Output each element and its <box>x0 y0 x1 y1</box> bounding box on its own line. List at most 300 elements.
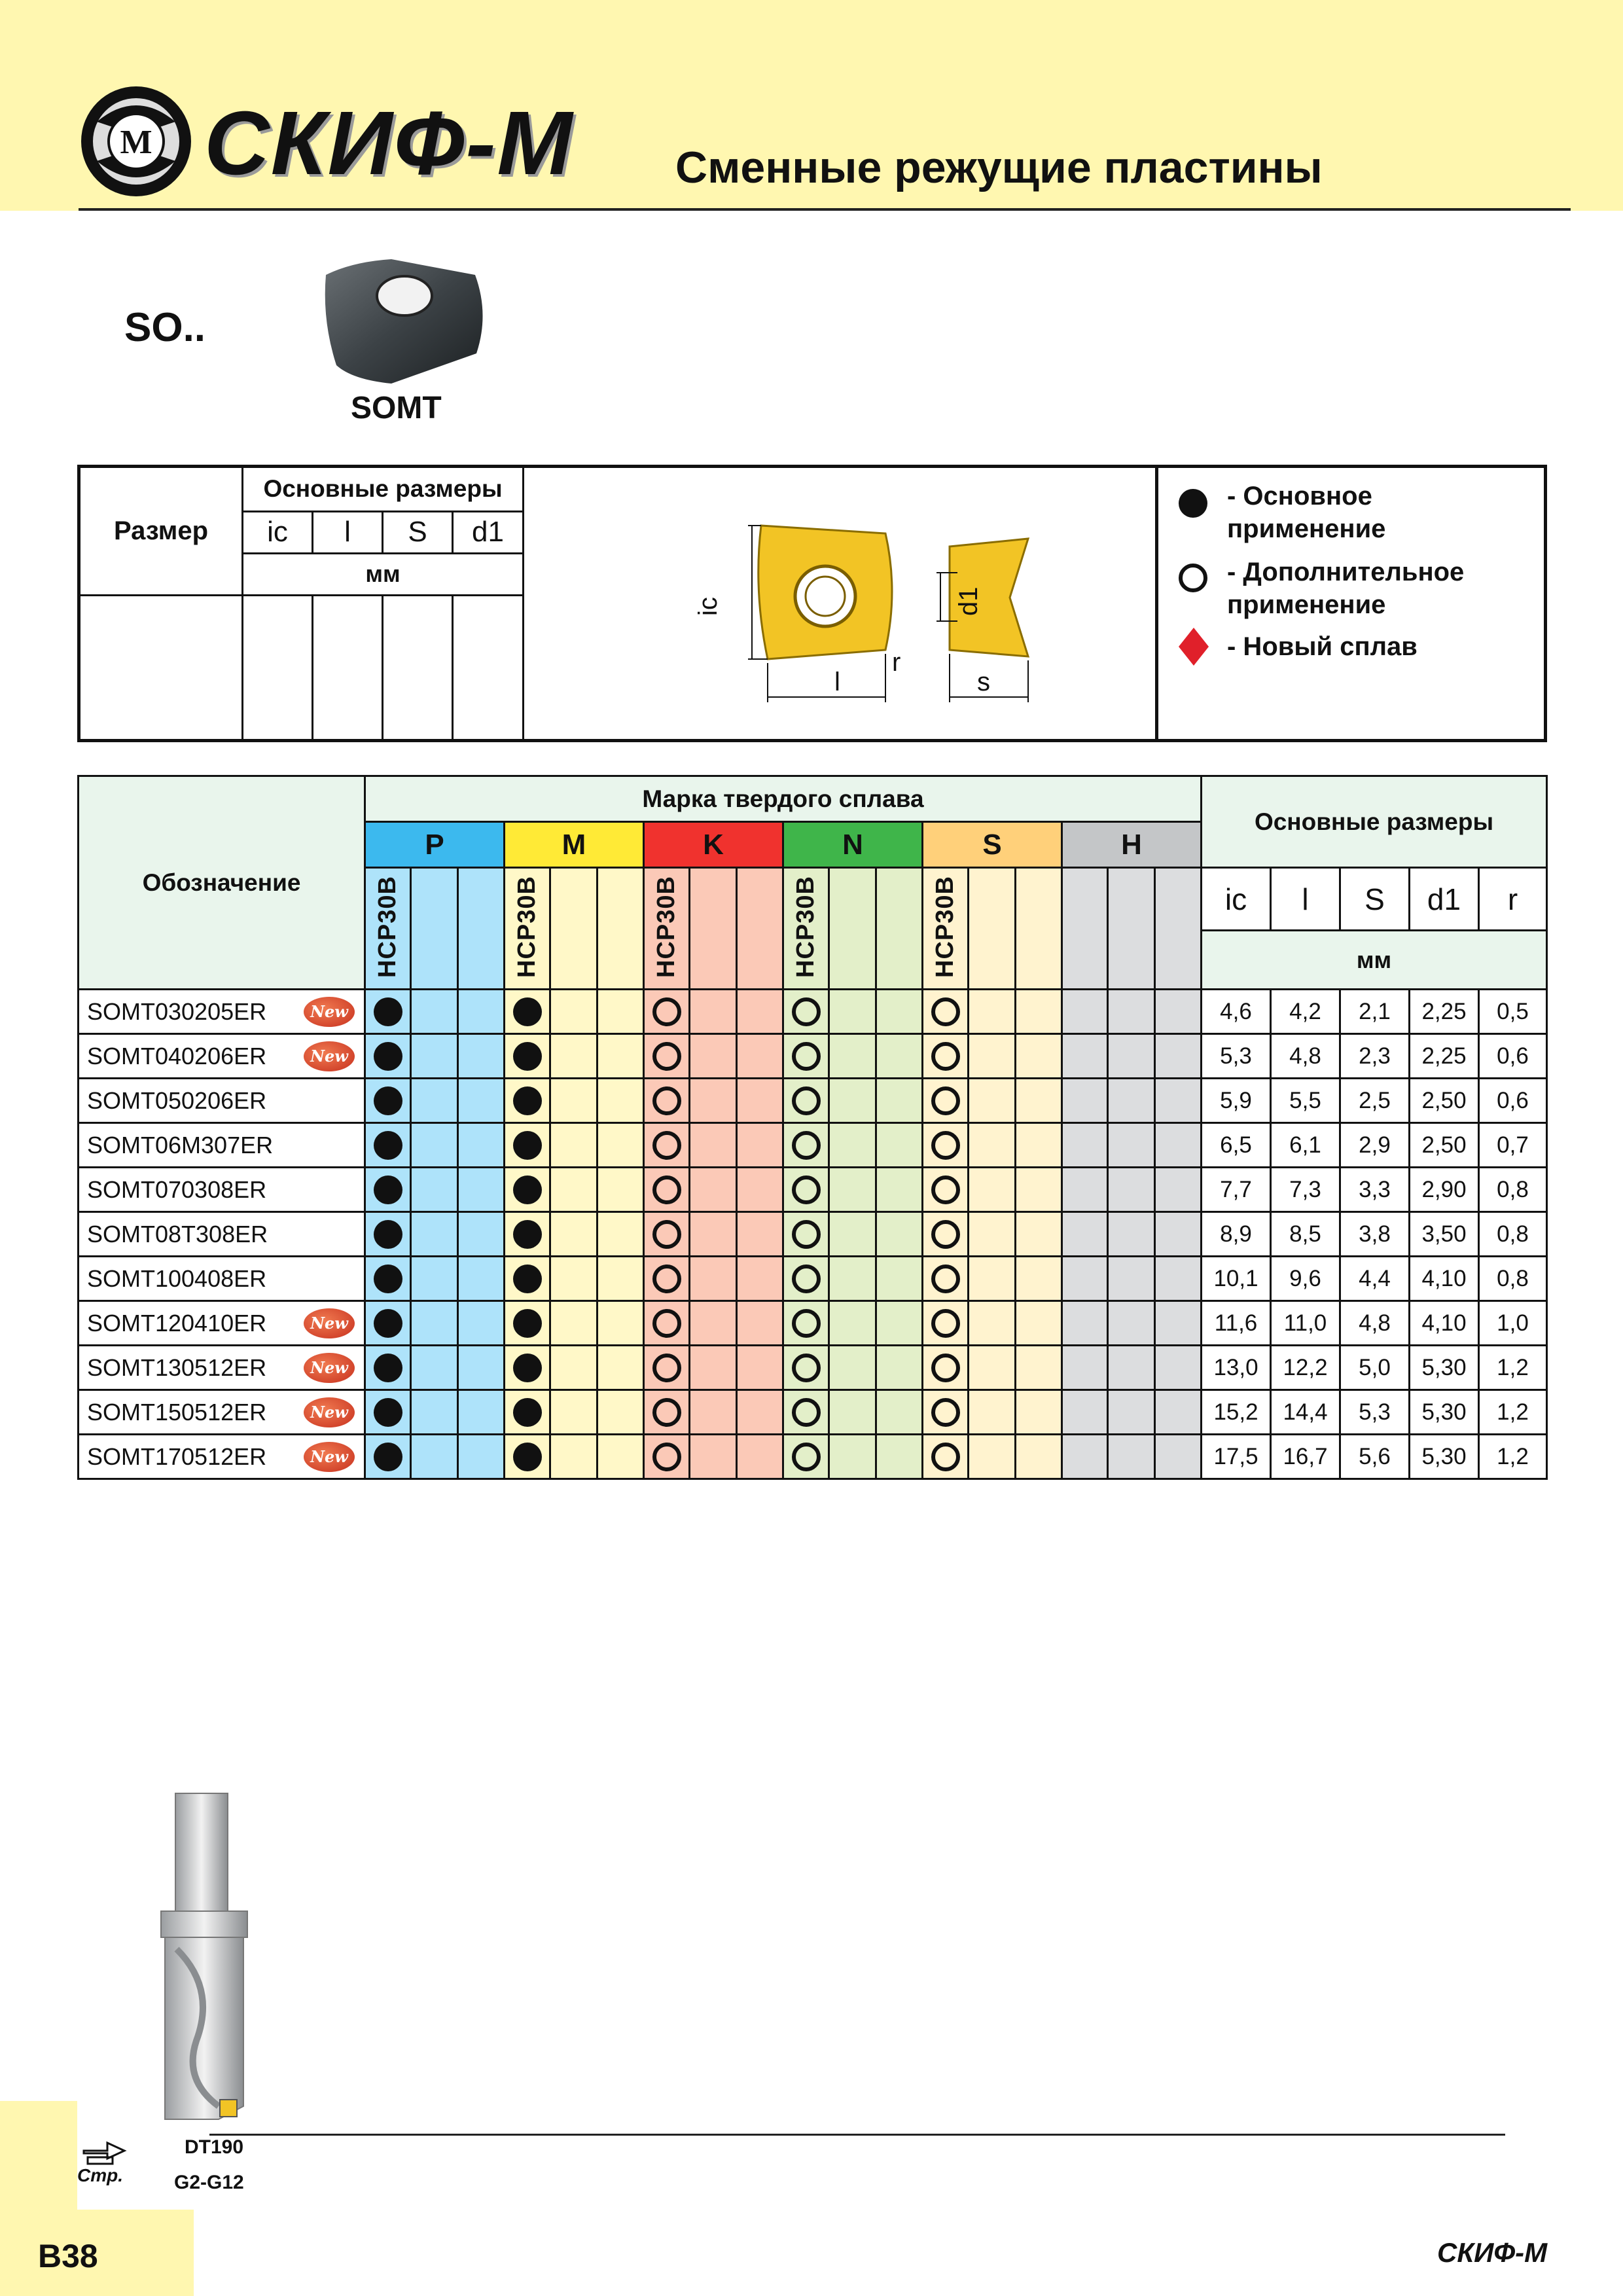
mark-cell <box>923 1390 969 1435</box>
dim-value-r: 0,8 <box>1479 1168 1547 1212</box>
mark-cell <box>690 1257 737 1301</box>
mark-cell <box>829 1435 876 1479</box>
grade-label: HCP30B <box>931 876 959 978</box>
additional-use-icon <box>792 1309 821 1338</box>
dim-col-r: r <box>1479 868 1547 931</box>
main-use-icon <box>374 1042 402 1071</box>
mark-cell <box>876 1168 923 1212</box>
mark-cell <box>505 1257 550 1301</box>
dim-value-d1: 5,30 <box>1410 1346 1479 1390</box>
mark-cell <box>969 1346 1016 1390</box>
dim-value-s: 2,3 <box>1340 1034 1410 1079</box>
main-use-icon <box>513 997 542 1026</box>
col-s: S <box>383 511 453 553</box>
mark-cell <box>458 1123 505 1168</box>
group-n: N <box>783 822 923 868</box>
grade-col-p-1 <box>365 868 411 990</box>
mark-cell <box>829 1212 876 1257</box>
mark-cell <box>783 990 829 1034</box>
main-use-icon <box>513 1131 542 1160</box>
main-use-icon <box>374 1131 402 1160</box>
mark-cell <box>923 1034 969 1079</box>
insert-photo <box>313 255 497 386</box>
mark-cell <box>783 1257 829 1301</box>
mark-cell <box>550 1212 597 1257</box>
mark-cell <box>597 1034 644 1079</box>
additional-use-icon <box>931 1354 960 1382</box>
main-use-icon <box>513 1354 542 1382</box>
mark-cell <box>1155 1079 1202 1123</box>
dim-col-l: l <box>1271 868 1340 931</box>
mark-cell <box>597 990 644 1034</box>
mark-cell <box>597 1079 644 1123</box>
mark-cell <box>690 1123 737 1168</box>
mark-cell <box>365 1346 411 1390</box>
mark-cell <box>969 1123 1016 1168</box>
drawing-label-s: s <box>977 668 990 696</box>
main-use-icon <box>513 1175 542 1204</box>
mark-cell <box>876 1301 923 1346</box>
designation-text: SOMT120410ER <box>87 1309 267 1336</box>
mark-cell <box>1155 1168 1202 1212</box>
mark-cell <box>597 1123 644 1168</box>
grade-col-s-2 <box>969 868 1016 990</box>
mark-cell <box>876 1079 923 1123</box>
mark-cell <box>458 1079 505 1123</box>
main-use-icon <box>374 1398 402 1427</box>
mark-cell <box>1016 1034 1062 1079</box>
mark-cell <box>783 1079 829 1123</box>
additional-use-icon <box>652 997 681 1026</box>
table-body <box>79 990 1547 1479</box>
dim-value-l: 5,5 <box>1271 1079 1340 1123</box>
mark-cell <box>1062 1123 1108 1168</box>
additional-use-icon <box>931 1443 960 1471</box>
table-row <box>79 1435 1547 1479</box>
mark-cell <box>969 1168 1016 1212</box>
mark-cell <box>1108 1168 1155 1212</box>
designation-text: SOMT08T308ER <box>87 1220 268 1247</box>
additional-use-icon <box>792 1042 821 1071</box>
additional-use-icon <box>792 1265 821 1293</box>
grade-label: HCP30B <box>652 876 680 978</box>
mark-cell <box>969 1212 1016 1257</box>
table-row <box>79 1079 1547 1123</box>
mark-cell <box>737 1301 783 1346</box>
main-use-icon <box>374 1175 402 1204</box>
mark-cell <box>365 1123 411 1168</box>
mark-cell <box>1016 1168 1062 1212</box>
mark-cell <box>783 1346 829 1390</box>
additional-use-icon <box>931 997 960 1026</box>
brand-name: СКИФ-М <box>204 93 574 194</box>
main-use-icon <box>513 1309 542 1338</box>
empty-cell <box>243 595 313 739</box>
additional-use-icon <box>652 1220 681 1249</box>
table-row <box>79 1301 1547 1346</box>
dim-value-l: 16,7 <box>1271 1435 1340 1479</box>
grade-col-h-1 <box>1062 868 1108 990</box>
new-alloy-symbol <box>1177 626 1210 667</box>
mark-cell <box>1062 1390 1108 1435</box>
dim-value-ic: 17,5 <box>1202 1435 1271 1479</box>
mark-cell <box>923 1435 969 1479</box>
mark-cell <box>644 1168 690 1212</box>
grade-col-m-2 <box>550 868 597 990</box>
dim-value-d1: 2,50 <box>1410 1079 1479 1123</box>
grade-col-n-2 <box>829 868 876 990</box>
mark-cell <box>1062 1346 1108 1390</box>
grade-col-m-3 <box>597 868 644 990</box>
mark-cell <box>737 1435 783 1479</box>
table-row <box>79 1346 1547 1390</box>
mark-cell <box>550 1034 597 1079</box>
mark-cell <box>458 990 505 1034</box>
main-use-icon <box>513 1086 542 1115</box>
legend-new-alloy: - Новый сплав <box>1227 632 1418 661</box>
page-ref-label: Стр. <box>77 2165 123 2185</box>
designation-text: SOMT150512ER <box>87 1398 267 1426</box>
dim-value-d1: 2,50 <box>1410 1123 1479 1168</box>
main-use-icon <box>374 1220 402 1249</box>
mark-cell <box>365 1390 411 1435</box>
mark-cell <box>783 1123 829 1168</box>
mark-cell <box>923 1257 969 1301</box>
mark-cell <box>550 1390 597 1435</box>
mark-cell <box>644 1079 690 1123</box>
mark-cell <box>411 1034 458 1079</box>
designation-cell <box>79 990 365 1034</box>
table-row <box>79 1034 1547 1079</box>
dim-value-s: 2,5 <box>1340 1079 1410 1123</box>
mark-cell <box>1108 990 1155 1034</box>
mark-cell <box>876 1257 923 1301</box>
mark-cell <box>737 1390 783 1435</box>
mark-cell <box>644 1301 690 1346</box>
main-use-symbol <box>1179 489 1207 518</box>
empty-cell <box>383 595 453 739</box>
dim-value-r: 1,2 <box>1479 1346 1547 1390</box>
dim-value-r: 0,6 <box>1479 1034 1547 1079</box>
mark-cell <box>1062 1257 1108 1301</box>
dim-value-l: 14,4 <box>1271 1390 1340 1435</box>
page-number: B38 <box>38 2238 98 2274</box>
mark-cell <box>1108 1079 1155 1123</box>
page-ref-drill: DT190 <box>185 2136 244 2158</box>
dim-value-d1: 2,90 <box>1410 1168 1479 1212</box>
mark-cell <box>458 1435 505 1479</box>
mark-cell <box>365 990 411 1034</box>
footer-brand: СКИФ-М <box>1437 2237 1548 2268</box>
grade-col-p-2 <box>411 868 458 990</box>
mark-cell <box>1062 1079 1108 1123</box>
dim-value-ic: 5,9 <box>1202 1079 1271 1123</box>
mark-cell <box>923 1079 969 1123</box>
insert-photo-label: SOMT <box>351 391 442 425</box>
additional-use-icon <box>652 1131 681 1160</box>
additional-use-icon <box>652 1175 681 1204</box>
dim-value-l: 7,3 <box>1271 1168 1340 1212</box>
mark-cell <box>505 1212 550 1257</box>
grade-col-n-1 <box>783 868 829 990</box>
mark-cell <box>597 1346 644 1390</box>
additional-use-icon <box>792 1220 821 1249</box>
main-use-icon <box>374 1354 402 1382</box>
dim-value-ic: 8,9 <box>1202 1212 1271 1257</box>
designation-cell <box>79 1034 365 1079</box>
mark-cell <box>597 1257 644 1301</box>
mark-cell <box>411 1435 458 1479</box>
grade-col-k-3 <box>737 868 783 990</box>
mark-cell <box>1155 1435 1202 1479</box>
mark-cell <box>690 990 737 1034</box>
mark-cell <box>550 1079 597 1123</box>
mark-cell <box>876 990 923 1034</box>
mark-cell <box>644 1346 690 1390</box>
footer-rule <box>209 2134 1505 2136</box>
mark-cell <box>1016 1212 1062 1257</box>
mark-cell <box>1016 990 1062 1034</box>
mark-cell <box>550 1301 597 1346</box>
mark-cell <box>737 1346 783 1390</box>
mark-cell <box>644 1435 690 1479</box>
mark-cell <box>505 1435 550 1479</box>
header-rule <box>79 208 1571 211</box>
insert-drawing <box>669 499 1101 722</box>
mark-cell <box>969 1034 1016 1079</box>
mark-cell <box>969 1257 1016 1301</box>
mark-cell <box>458 1390 505 1435</box>
dim-value-ic: 4,6 <box>1202 990 1271 1034</box>
dim-value-s: 2,9 <box>1340 1123 1410 1168</box>
table-row <box>79 1257 1547 1301</box>
grade-label: HCP30B <box>513 876 541 978</box>
mark-cell <box>876 1346 923 1390</box>
mark-cell <box>737 1123 783 1168</box>
mark-cell <box>783 1301 829 1346</box>
designation-cell <box>79 1079 365 1123</box>
mark-cell <box>1062 1435 1108 1479</box>
mark-cell <box>505 1390 550 1435</box>
mark-cell <box>969 1301 1016 1346</box>
mark-cell <box>737 1168 783 1212</box>
new-badge-icon: New <box>304 1397 355 1427</box>
mark-cell <box>1108 1346 1155 1390</box>
additional-use-icon <box>931 1131 960 1160</box>
mark-cell <box>969 1435 1016 1479</box>
mark-cell <box>644 1212 690 1257</box>
logo-letter: M <box>120 124 152 161</box>
designation-text: SOMT170512ER <box>87 1443 267 1470</box>
additional-use-icon <box>792 1398 821 1427</box>
main-use-icon <box>374 997 402 1026</box>
mark-cell <box>1108 1257 1155 1301</box>
grade-col-h-2 <box>1108 868 1155 990</box>
grade-col-s-3 <box>1016 868 1062 990</box>
mark-cell <box>783 1168 829 1212</box>
mark-cell <box>783 1435 829 1479</box>
table-header <box>79 776 1547 990</box>
mark-cell <box>550 1435 597 1479</box>
additional-use-icon <box>652 1354 681 1382</box>
mark-cell <box>458 1034 505 1079</box>
main-use-icon <box>513 1398 542 1427</box>
designation-cell <box>79 1390 365 1435</box>
mark-cell <box>876 1390 923 1435</box>
main-use-icon <box>513 1265 542 1293</box>
mark-cell <box>1108 1390 1155 1435</box>
mark-cell <box>690 1346 737 1390</box>
mark-cell <box>550 1168 597 1212</box>
main-use-icon <box>374 1309 402 1338</box>
designation-cell <box>79 1257 365 1301</box>
designation-cell <box>79 1123 365 1168</box>
dim-value-ic: 13,0 <box>1202 1346 1271 1390</box>
grade-header: Марка твердого сплава <box>365 776 1202 822</box>
drawing-label-ic: ic <box>694 597 722 616</box>
mark-cell <box>1155 990 1202 1034</box>
mark-cell <box>505 1301 550 1346</box>
mark-cell <box>411 1123 458 1168</box>
page-ref-pages: G2-G12 <box>174 2172 244 2193</box>
main-use-icon <box>513 1220 542 1249</box>
mark-cell <box>690 1168 737 1212</box>
mark-cell <box>1016 1257 1062 1301</box>
mark-cell <box>923 1123 969 1168</box>
mark-cell <box>597 1435 644 1479</box>
mark-cell <box>690 1034 737 1079</box>
mark-cell <box>1108 1034 1155 1079</box>
group-k: K <box>644 822 783 868</box>
designation-cell <box>79 1168 365 1212</box>
new-badge-icon: New <box>304 997 355 1027</box>
dim-col-ic: ic <box>1202 868 1271 931</box>
grade-col-p-3 <box>458 868 505 990</box>
mark-cell <box>829 1301 876 1346</box>
dims-unit: мм <box>1202 931 1547 990</box>
designation-cell <box>79 1301 365 1346</box>
inserts-table <box>77 775 1548 1480</box>
dim-value-d1: 4,10 <box>1410 1257 1479 1301</box>
dim-value-d1: 2,25 <box>1410 990 1479 1034</box>
mark-cell <box>1108 1301 1155 1346</box>
dim-value-s: 3,8 <box>1340 1212 1410 1257</box>
mark-cell <box>783 1034 829 1079</box>
mark-cell <box>644 1390 690 1435</box>
additional-use-icon <box>652 1443 681 1471</box>
dim-value-ic: 10,1 <box>1202 1257 1271 1301</box>
new-badge-icon: New <box>304 1308 355 1338</box>
mark-cell <box>1155 1212 1202 1257</box>
new-badge-icon: New <box>304 1442 355 1472</box>
grade-label: HCP30B <box>374 876 401 978</box>
dim-value-s: 3,3 <box>1340 1168 1410 1212</box>
designation-cell <box>79 1435 365 1479</box>
col-d1: d1 <box>453 511 524 553</box>
grade-col-n-3 <box>876 868 923 990</box>
mark-cell <box>1062 1034 1108 1079</box>
dim-value-s: 5,0 <box>1340 1346 1410 1390</box>
group-p: P <box>365 822 505 868</box>
mark-cell <box>1016 1346 1062 1390</box>
dim-value-s: 5,6 <box>1340 1435 1410 1479</box>
new-badge-icon: New <box>304 1353 355 1383</box>
main-use-icon <box>374 1265 402 1293</box>
designation-header: Обозначение <box>79 776 365 990</box>
pointing-hand-icon <box>81 2131 130 2169</box>
brand-logo <box>77 82 195 200</box>
mark-cell <box>550 990 597 1034</box>
dim-value-r: 0,8 <box>1479 1257 1547 1301</box>
additional-use-icon <box>652 1042 681 1071</box>
mark-cell <box>365 1079 411 1123</box>
mark-cell <box>597 1168 644 1212</box>
mark-cell <box>969 1079 1016 1123</box>
mark-cell <box>829 1034 876 1079</box>
mark-cell <box>1108 1435 1155 1479</box>
mark-cell <box>597 1212 644 1257</box>
drill-illustration <box>151 1792 255 2126</box>
additional-use-icon <box>931 1309 960 1338</box>
table-row <box>79 1390 1547 1435</box>
dim-value-r: 0,6 <box>1479 1079 1547 1123</box>
dim-value-s: 4,4 <box>1340 1257 1410 1301</box>
additional-use-icon <box>792 1443 821 1471</box>
group-s: S <box>923 822 1062 868</box>
mark-cell <box>1062 1301 1108 1346</box>
dim-value-ic: 6,5 <box>1202 1123 1271 1168</box>
mark-cell <box>365 1257 411 1301</box>
designation-text: SOMT070308ER <box>87 1175 267 1203</box>
additional-use-icon <box>931 1398 960 1427</box>
mark-cell <box>1155 1034 1202 1079</box>
mark-cell <box>1155 1301 1202 1346</box>
mark-cell <box>829 1079 876 1123</box>
additional-use-icon <box>931 1220 960 1249</box>
mark-cell <box>1155 1346 1202 1390</box>
dims-header: Основные размеры <box>1202 776 1547 868</box>
mark-cell <box>458 1346 505 1390</box>
mark-cell <box>737 1079 783 1123</box>
legend-divider <box>522 468 524 739</box>
mark-cell <box>829 1123 876 1168</box>
grade-col-k-1 <box>644 868 690 990</box>
mark-cell <box>876 1123 923 1168</box>
mark-cell <box>737 1212 783 1257</box>
page-title: Сменные режущие пластины <box>675 143 1323 192</box>
dim-value-d1: 2,25 <box>1410 1034 1479 1079</box>
grade-col-s-1 <box>923 868 969 990</box>
dim-value-r: 0,5 <box>1479 990 1547 1034</box>
mark-cell <box>365 1301 411 1346</box>
mark-cell <box>411 1079 458 1123</box>
mark-cell <box>411 1346 458 1390</box>
mark-cell <box>1016 1301 1062 1346</box>
mark-cell <box>365 1435 411 1479</box>
additional-use-symbol <box>1179 564 1207 592</box>
drawing-label-l: l <box>834 668 840 696</box>
designation-text: SOMT050206ER <box>87 1086 267 1114</box>
dim-value-s: 5,3 <box>1340 1390 1410 1435</box>
drawing-label-r: r <box>892 648 901 677</box>
mark-cell <box>829 1168 876 1212</box>
mark-cell <box>969 990 1016 1034</box>
mark-cell <box>783 1390 829 1435</box>
dim-value-l: 9,6 <box>1271 1257 1340 1301</box>
mark-cell <box>505 1079 550 1123</box>
mark-cell <box>458 1212 505 1257</box>
additional-use-icon <box>792 1175 821 1204</box>
